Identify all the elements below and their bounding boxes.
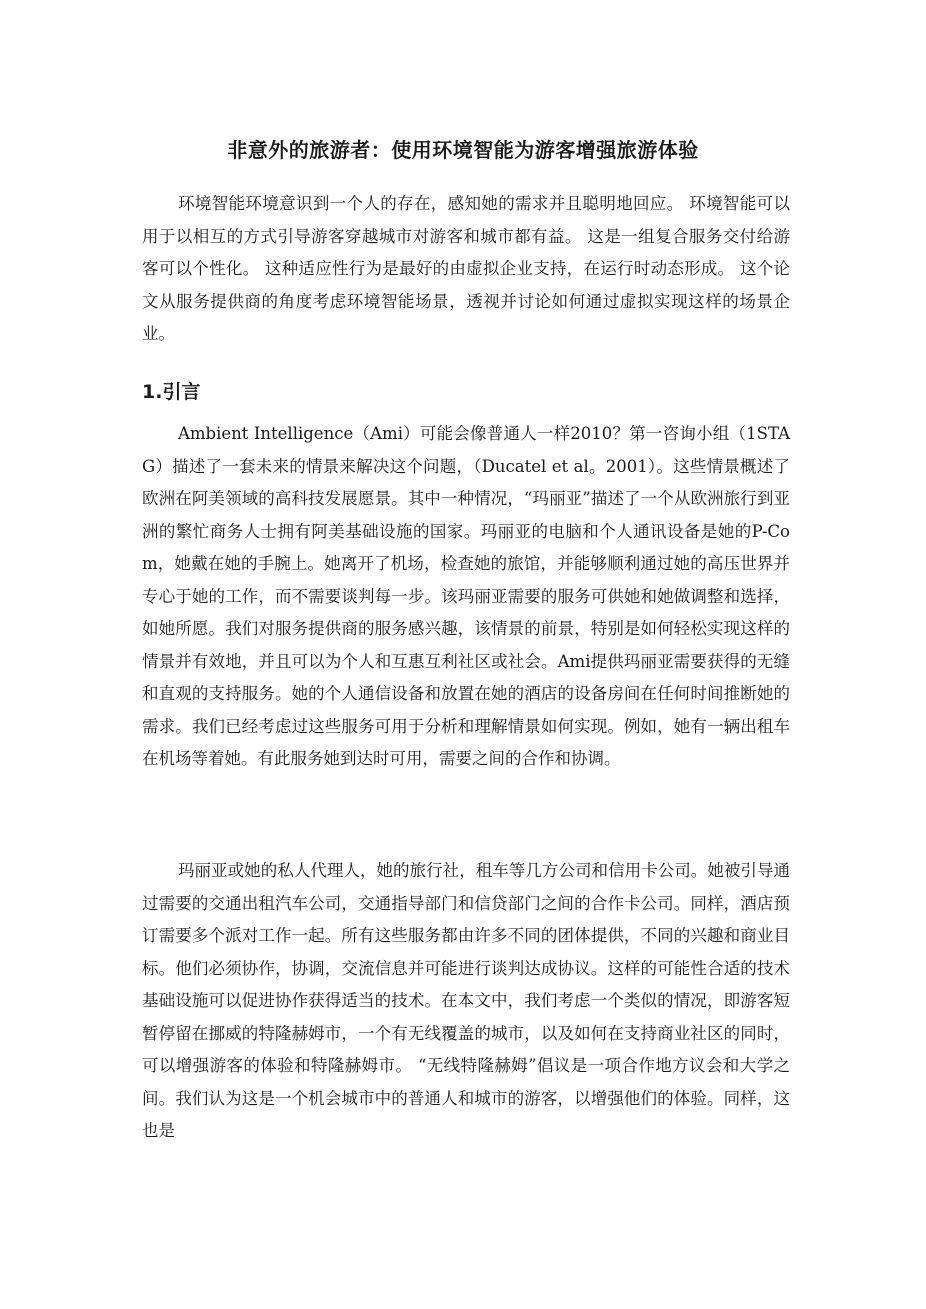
page-title: 非意外的旅游者：使用环境智能为游客增强旅游体验 [227,138,699,162]
abstract-paragraph: 环境智能环境意识到一个人的存在，感知她的需求并且聪明地回应。 环境智能可以用于以相互的方式引导游客穿越城市对游客和城市都有益。 这是一组复合服务交付给游客可以个性化。 这种适应性行为是最好的由虚拟企业支持，在运行时动态形成。 这个论文从服务提供商的角度考虑环境智能场景，透视并讨论如何通过虚拟实现这样的场景企业。 [142,194,790,343]
intro-paragraph-2: 玛丽亚或她的私人代理人，她的旅行社，租车等几方公司和信用卡公司。她被引导通过需要的交通出租汽车公司，交通指导部门和信贷部门之间的合作卡公司。同样，酒店预订需要多个派对工作一起。所有这些服务都由许多不同的团体提供，不同的兴趣和商业目标。他们必须协作，协调，交流信息并可能进行谈判达成协议。这样的可能性合适的技术基础设施可以促进协作获得适当的技术。在本文中，我们考虑一个类似的情况，即游客短暂停留在挪威的特隆赫姆市，一个有无线覆盖的城市，以及如何在支持商业社区的同时，可以增强游客的体验和特隆赫姆市。 “无线特隆赫姆”倡议是一项合作地方议会和大学之间。我们认为这是一个机会城市中的普通人和城市的游客，以增强他们的体验。同样，这也是 [142,861,790,1140]
intro-paragraph-1: Ambient Intelligence（Ami）可能会像普通人一样2010？第一咨询小组（1STAG）描述了一套未来的情景来解决这个问题，（Ducatel et al。2001）。这些情景概述了欧洲在阿美领域的高科技发展愿景。其中一种情况，“玛丽亚”描述了一个从欧洲旅行到亚洲的繁忙商务人士拥有阿美基础设施的国家。玛丽亚的电脑和个人通讯设备是她的P-Com，她戴在她的手腕上。她离开了机场，检查她的旅馆，并能够顺利通过她的高压世界并专心于她的工作，而不需要谈判每一步。该玛丽亚需要的服务可供她和她做调整和选择，如她所愿。我们对服务提供商的服务感兴趣，该情景的前景，特别是如何轻松实现这样的情景并有效地，并且可以为个人和互惠互利社区或社会。Ami提供玛丽亚需要获得的无缝和直观的支持服务。她的个人通信设备和放置在她的酒店的设备房间在任何时间推断她的需求。我们已经考虑过这些服务可用于分析和理解情景如何实现。例如，她有一辆出租车在机场等着她。有此服务她到达时可用，需要之间的合作和协调。 [142,424,790,768]
section-heading: 1.引言 [142,381,201,403]
